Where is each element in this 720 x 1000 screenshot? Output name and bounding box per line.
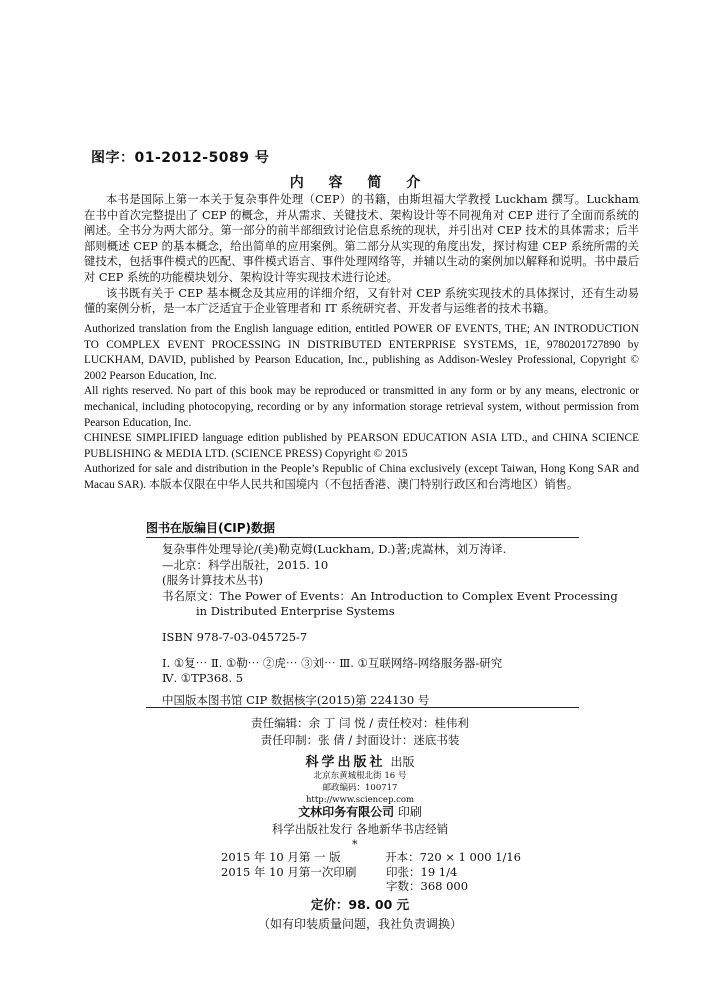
separator-star: * — [352, 838, 358, 851]
publisher-postcode: 邮政编码：100717 — [322, 783, 398, 793]
cip-top-rule — [146, 537, 579, 538]
publisher-suffix: 出版 — [390, 755, 415, 769]
printing-date: 2015 年 10 月第一次印刷 — [221, 864, 357, 879]
quality-note: （如有印装质量问题，我社负责调换） — [257, 917, 462, 931]
cip-heading: 图书在版编目(CIP)数据 — [146, 521, 276, 535]
price: 定价：98. 00 元 — [310, 897, 410, 912]
summary-title: 内 容 简 介 — [289, 175, 431, 191]
printer-line — [0, 803, 720, 820]
publisher-name: 科学出版社 — [305, 755, 386, 770]
credits — [0, 715, 720, 749]
printed-sheets: 印张：19 1/4 — [386, 864, 458, 879]
cip-classification-1: Ⅰ. ①复⋯ Ⅱ. ①勒⋯ ②虎⋯ ③刘⋯ Ⅲ. ①互联网络-网络服务器-研究 — [162, 655, 503, 670]
edition-date: 2015 年 10 月第 一 版 — [221, 850, 341, 864]
format-size: 开本：720 × 1 000 1/16 — [385, 850, 521, 864]
summary-paragraph-2: 该书既有关于 CEP 基本概念及其应用的详细介绍，又有针对 CEP 系统实现技术的具体探讨，还有生动易懂的案例分析，是一本广泛适宜于企业管理者和 IT 系统研究者、开发者与运维者的技术书籍。 — [84, 286, 639, 316]
cip-line-4: 书名原文：The Power of Events：An Introduction to Complex Event Processing — [162, 588, 618, 603]
publisher-block — [0, 751, 720, 806]
printer-name: 文林印务有限公司 — [298, 805, 395, 819]
translation-notice: Authorized translation from the English language edition, entitled POWER OF EVENTS, THE; AN INTRODUCTION TO COMPLEX EVENT PROCESSING IN DISTRIBUTED ENTERPRISE SYSTEMS, 1E, 9780201727890 by LUCKHAM, DAVID, published by Pearson Education, Inc., publishing as Addison-Wesley Professional, Copyright © 2002 Pearson Education, Inc. — [84, 323, 639, 382]
editor-credits: 责任编辑：余 丁 闫 悦 / 责任校对：桂伟利 — [251, 716, 469, 730]
cip-number: 中国版本图书馆 CIP 数据核字(2015)第 224130 号 — [162, 692, 430, 707]
cip-isbn: ISBN 978-7-03-045725-7 — [162, 629, 308, 644]
publisher-website: http://www.sciencep.com — [305, 795, 415, 805]
cip-line-1: 复杂事件处理导论/(美)勒克姆(Luckham, D.)著;虎嵩林，刘万涛译. — [162, 542, 507, 556]
registration-number: 图字：01-2012-5089 号 — [91, 150, 270, 166]
edition-specs — [221, 850, 521, 894]
cip-data — [162, 542, 618, 708]
word-count: 字数：368 000 — [386, 879, 469, 893]
cip-line-5: in Distributed Enterprise Systems — [196, 604, 395, 619]
cip-line-2: —北京：科学出版社，2015. 10 — [162, 557, 329, 572]
cip-classification-2: Ⅳ. ①TP368. 5 — [162, 671, 244, 686]
chinese-edition-notice: CHINESE SIMPLIFIED language edition published by PEARSON EDUCATION ASIA LTD., and CHINA SCIENCE PUBLISHING & MEDIA LTD. (SCIENCE PRESS) Copyright © 2015 — [84, 432, 639, 460]
summary-text — [84, 192, 639, 317]
production-credits: 责任印制：张 倩 / 封面设计：迷底书装 — [260, 733, 460, 747]
english-copyright-notice — [84, 322, 639, 494]
sale-restriction: Authorized for sale and distribution in the People’s Republic of China exclusively (except Taiwan, Hong Kong SAR and Macau SAR). 本版本仅限在中华人民共和国境内（不包括香港、澳门特别行政区和台湾地区）销售。 — [84, 463, 639, 491]
distribution-line: 科学出版社发行 各地新华书店经销 — [271, 822, 449, 836]
printer-suffix: 印刷 — [397, 805, 422, 819]
publisher-address: 北京东黄城根北街 16 号 — [313, 771, 407, 781]
rights-reserved: All rights reserved. No part of this book may be reproduced or transmitted in any form or by any means, electronic or mechanical, including photocopying, recording or by any information storage retrieval system, without permission from Pearson Education, Inc. — [84, 385, 639, 429]
cip-bottom-rule — [146, 707, 579, 708]
summary-paragraph-1: 本书是国际上第一本关于复杂事件处理（CEP）的书籍，由斯坦福大学教授 Luckham 撰写。Luckham 在书中首次完整提出了 CEP 的概念，并从需求、关键技术、架构设计等不同视角对 CEP 进行了全面而系统的阐述。全书分为两大部分。第一部分的前半部细致讨论信息系统的现状，并引出对 CEP 技术的具体需求；后半部则概述 CEP 的基本概念，给出简单的应用案例。第二部分从实现的角度出发，探讨构建 CEP 系统所需的关键技术，包括事件模式的匹配、事件模式语言、事件处理网络等，并辅以生动的案例加以解释和说明。书中最后对 CEP 系统的功能模块划分、架构设计等实现技术进行论述。 — [84, 193, 639, 284]
cip-line-3: (服务计算技术丛书) — [162, 573, 263, 588]
